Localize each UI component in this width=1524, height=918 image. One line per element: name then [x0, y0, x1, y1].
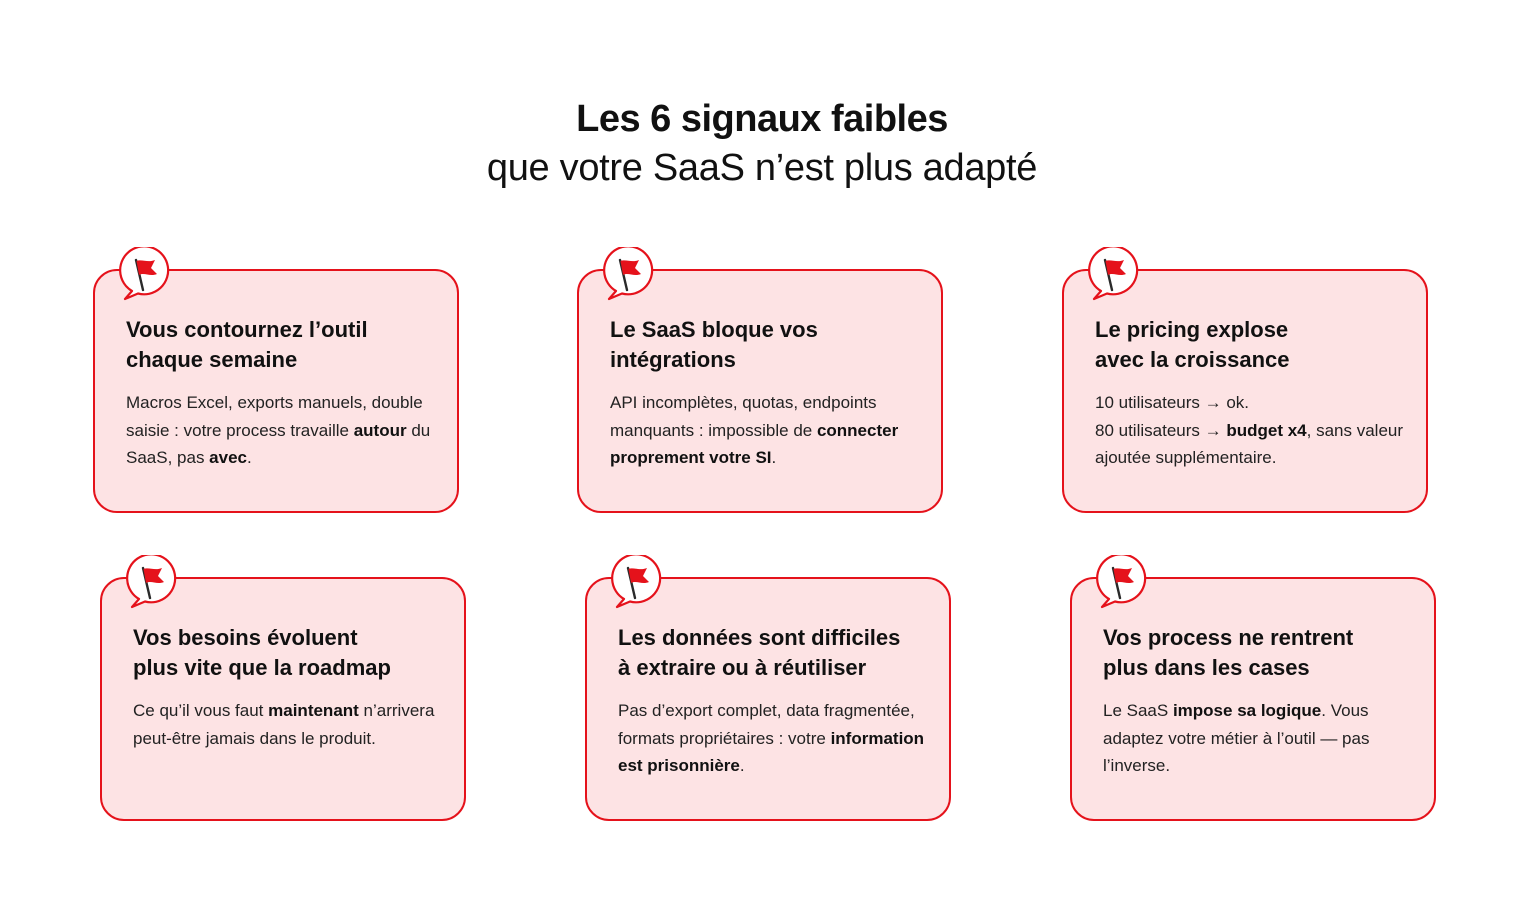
red-flag-icon	[122, 555, 178, 611]
card-text-segment: du SaaS, pas	[126, 420, 431, 467]
card-description	[133, 697, 443, 752]
card-title	[1095, 315, 1415, 375]
card-text-segment: Pas d’export complet, data fragmentée, formats propriétaires : votre	[618, 701, 915, 748]
card-description	[126, 389, 436, 472]
card-title	[610, 315, 930, 375]
card-text-emphasis: information est prisonnière	[618, 728, 925, 775]
card-title	[133, 623, 453, 683]
card-text-segment: .	[771, 448, 777, 467]
red-flag-icon	[115, 247, 171, 303]
red-flag-icon	[1084, 247, 1140, 303]
signal-card	[1070, 577, 1436, 821]
card-text-emphasis: avec	[209, 448, 247, 467]
card-title-line: plus dans les cases	[1103, 655, 1310, 680]
card-text-emphasis: budget x4	[1226, 420, 1307, 440]
card-text-segment: Macros Excel, exports manuels, double saisie : votre process travaille	[126, 393, 423, 440]
card-title-line: avec la croissance	[1095, 347, 1290, 372]
card-description	[610, 389, 920, 472]
card-title-line: Vos besoins évoluent	[133, 625, 358, 650]
card-title-line: Vous contournez l’outil	[126, 317, 368, 342]
page-subtitle: que votre SaaS n’est plus adapté	[486, 147, 1038, 189]
signal-card	[585, 577, 951, 821]
card-text-segment: Ce qu’il vous faut	[133, 701, 269, 720]
card-text-segment: 80 utilisateurs →	[1095, 420, 1227, 440]
card-text-segment: .	[247, 448, 252, 467]
card-title	[618, 623, 938, 683]
signal-card	[1062, 269, 1428, 513]
page-title: Les 6 signaux faibles	[576, 98, 948, 140]
card-text-emphasis: impose sa logique	[1172, 701, 1322, 720]
card-text-segment: n’arrivera peut-être jamais dans le produit.	[133, 701, 435, 748]
signal-card	[577, 269, 943, 513]
card-description	[1095, 389, 1405, 472]
card-text-segment: .	[739, 756, 745, 775]
card-text-emphasis: connecter proprement votre SI	[610, 420, 899, 467]
card-description	[1103, 697, 1413, 780]
card-text-segment: , sans valeur ajoutée supplémentaire.	[1095, 420, 1404, 467]
card-text-segment: . Vous adaptez votre métier à l’outil — pas l’inverse.	[1103, 701, 1370, 775]
card-text-emphasis: autour	[353, 420, 407, 440]
card-title-line: Le pricing explose	[1095, 317, 1289, 342]
red-flag-icon	[599, 247, 655, 303]
card-description	[618, 697, 928, 780]
card-text-emphasis: maintenant	[268, 701, 359, 720]
card-title-line: à extraire ou à réutiliser	[618, 655, 867, 680]
card-title-line: intégrations	[610, 347, 736, 372]
card-title-line: plus vite que la roadmap	[133, 655, 391, 680]
card-title-line: Le SaaS bloque vos	[610, 317, 818, 342]
card-text-segment: Le SaaS	[1103, 701, 1173, 720]
card-text-segment: 10 utilisateurs → ok.	[1095, 393, 1250, 412]
header	[0, 96, 1524, 194]
red-flag-icon	[1092, 555, 1148, 611]
card-title	[1103, 623, 1423, 683]
card-text-segment: API incomplètes, quotas, endpoints manquants : impossible de	[610, 393, 877, 440]
red-flag-icon	[607, 555, 663, 611]
card-title-line: Vos process ne rentrent	[1103, 625, 1354, 650]
signal-card	[100, 577, 466, 821]
signal-card	[93, 269, 459, 513]
card-title	[126, 315, 446, 375]
card-title-line: Les données sont difficiles	[618, 625, 901, 650]
card-title-line: chaque semaine	[126, 347, 298, 372]
